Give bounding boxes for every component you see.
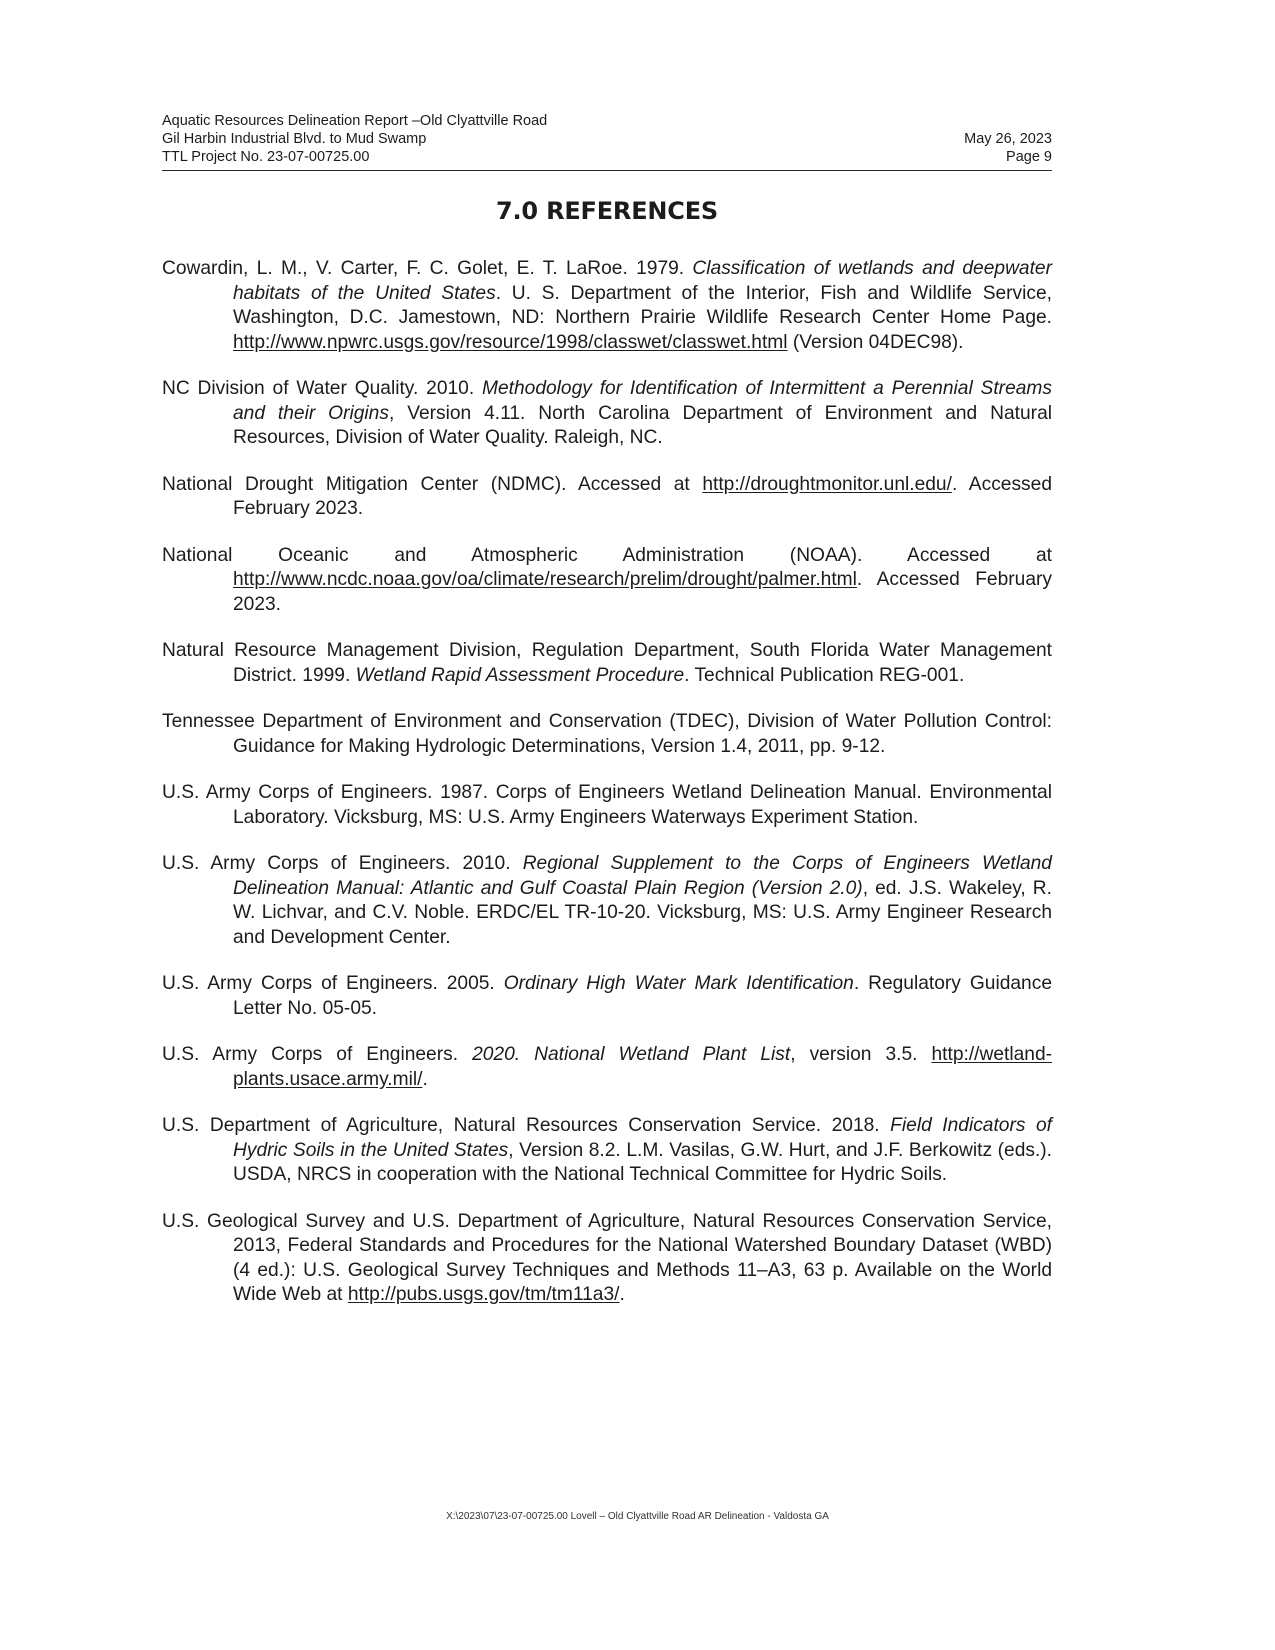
ref-title: Field Indicators of Hydric Soils in the United States (233, 1115, 1052, 1161)
ref-mid: . Regulatory Guidance Letter No. 05-05. (233, 973, 1052, 1019)
ref-title: 2020. National Wetland Plant List (472, 1044, 791, 1065)
reference-entry (162, 1043, 1052, 1092)
ref-lead: U.S. Army Corps of Engineers. 1987. Corps of Engineers Wetland Delineation Manual. Environmental Laboratory. Vicksburg, MS: U.S. Army Engineers Waterways Experiment Station. (162, 782, 1052, 828)
ref-tail: . (422, 1068, 428, 1090)
ref-title: Ordinary High Water Mark Identification (503, 973, 854, 994)
reference-entry (162, 710, 1052, 759)
ref-lead: Cowardin, L. M., V. Carter, F. C. Golet, E. T. LaRoe. 1979. (162, 258, 693, 279)
project-number: TTL Project No. 23-07-00725.00 (162, 149, 370, 165)
ref-link[interactable]: http://www.ncdc.noaa.gov/oa/climate/research/prelim/drought/palmer.html (233, 569, 857, 590)
reference-entry (162, 473, 1052, 522)
ref-lead: Natural Resource Management Division, Regulation Department, South Florida Water Management District. 1999. (162, 640, 1052, 686)
reference-entry (162, 781, 1052, 830)
reference-entry (162, 1210, 1052, 1308)
ref-lead: U.S. Department of Agriculture, Natural Resources Conservation Service. 2018. (162, 1115, 891, 1136)
ref-link[interactable]: http://droughtmonitor.unl.edu/ (702, 473, 952, 495)
report-subtitle: Gil Harbin Industrial Blvd. to Mud Swamp (162, 131, 427, 147)
header-date-page (964, 130, 1052, 166)
page-header (162, 112, 1052, 171)
ref-title: Wetland Rapid Assessment Procedure (355, 664, 685, 686)
ref-lead: National Drought Mitigation Center (NDMC). Accessed at (162, 473, 703, 495)
reference-entry (162, 377, 1052, 451)
reference-entry (162, 544, 1052, 618)
ref-tail: . Accessed February 2023. (233, 569, 1052, 615)
ref-tail: (Version 04DEC98). (787, 331, 964, 353)
ref-lead: Tennessee Department of Environment and Conservation (TDEC), Division of Water Pollution Control: Guidance for Making Hydrologic Determinations, Version 1.4, 2011, pp. 9-12. (162, 711, 1052, 757)
ref-lead: U.S. Army Corps of Engineers. 2005. (162, 973, 504, 994)
ref-lead: U.S. Geological Survey and U.S. Department of Agriculture, Natural Resources Conservation Service, 2013, Federal Standards and Procedures for the National Watershed Boundary Dataset (WBD) (4 ed.): U.S. Geological Survey Techniques and Methods 11–A3, 63 p. Available on the World Wide Web at (162, 1210, 1052, 1305)
ref-mid: , Version 8.2. L.M. Vasilas, G.W. Hurt, and J.F. Berkowitz (eds.). USDA, NRCS in cooperation with the National Technical Committee for Hydric Soils. (233, 1139, 1053, 1185)
section-title: 7.0 REFERENCES (496, 197, 718, 225)
report-date: May 26, 2023 (964, 131, 1052, 147)
ref-tail: . (619, 1284, 625, 1305)
ref-tail: . Accessed February 2023. (233, 473, 1052, 519)
reference-entry (162, 639, 1052, 688)
ref-lead: National Oceanic and Atmospheric Administration (NOAA). Accessed at (162, 544, 1052, 566)
report-title: Aquatic Resources Delineation Report –Old Clyattville Road (162, 113, 548, 129)
ref-mid: , ed. J.S. Wakeley, R. W. Lichvar, and C.V. Noble. ERDC/EL TR-10-20. Vicksburg, MS: U.S. Army Engineer Research and Development Center. (233, 877, 1052, 948)
ref-lead: NC Division of Water Quality. 2010. (162, 378, 482, 399)
ref-link[interactable]: http://www.npwrc.usgs.gov/resource/1998/classwet/classwet.html (233, 331, 788, 353)
file-path-footer: X:\2023\07\23-07-00725.00 Lovell – Old Clyattville Road AR Delineation - Valdosta GA (446, 1511, 829, 1522)
ref-mid: , Version 4.11. North Carolina Department of Environment and Natural Resources, Division of Water Quality. Raleigh, NC. (233, 402, 1052, 448)
ref-title: Classification of wetlands and deepwater habitats of the United States (233, 258, 1052, 304)
ref-mid: , version 3.5. (790, 1044, 932, 1065)
ref-title: Regional Supplement to the Corps of Engineers Wetland Delineation Manual: Atlantic and Gulf Coastal Plain Region (Version 2.0) (233, 853, 1052, 899)
header-report-info (162, 112, 547, 166)
ref-lead: U.S. Army Corps of Engineers. (162, 1044, 473, 1065)
ref-link[interactable]: http://pubs.usgs.gov/tm/tm11a3/ (347, 1284, 620, 1305)
ref-lead: U.S. Army Corps of Engineers. 2010. (162, 853, 523, 874)
ref-mid: . U. S. Department of the Interior, Fish and Wildlife Service, Washington, D.C. Jamestown, ND: Northern Prairie Wildlife Research Center Home Page. (233, 282, 1053, 328)
reference-entry (162, 257, 1052, 355)
reference-entry (162, 972, 1052, 1021)
reference-entry (162, 852, 1052, 950)
ref-title: Methodology for Identification of Intermittent a Perennial Streams and their Origins (233, 378, 1052, 424)
references-list (162, 257, 1052, 1330)
ref-link[interactable]: http://wetland-plants.usace.army.mil/ (233, 1044, 1053, 1090)
page-number: Page 9 (1006, 149, 1052, 165)
ref-mid: . Technical Publication REG-001. (684, 664, 965, 686)
reference-entry (162, 1114, 1052, 1188)
